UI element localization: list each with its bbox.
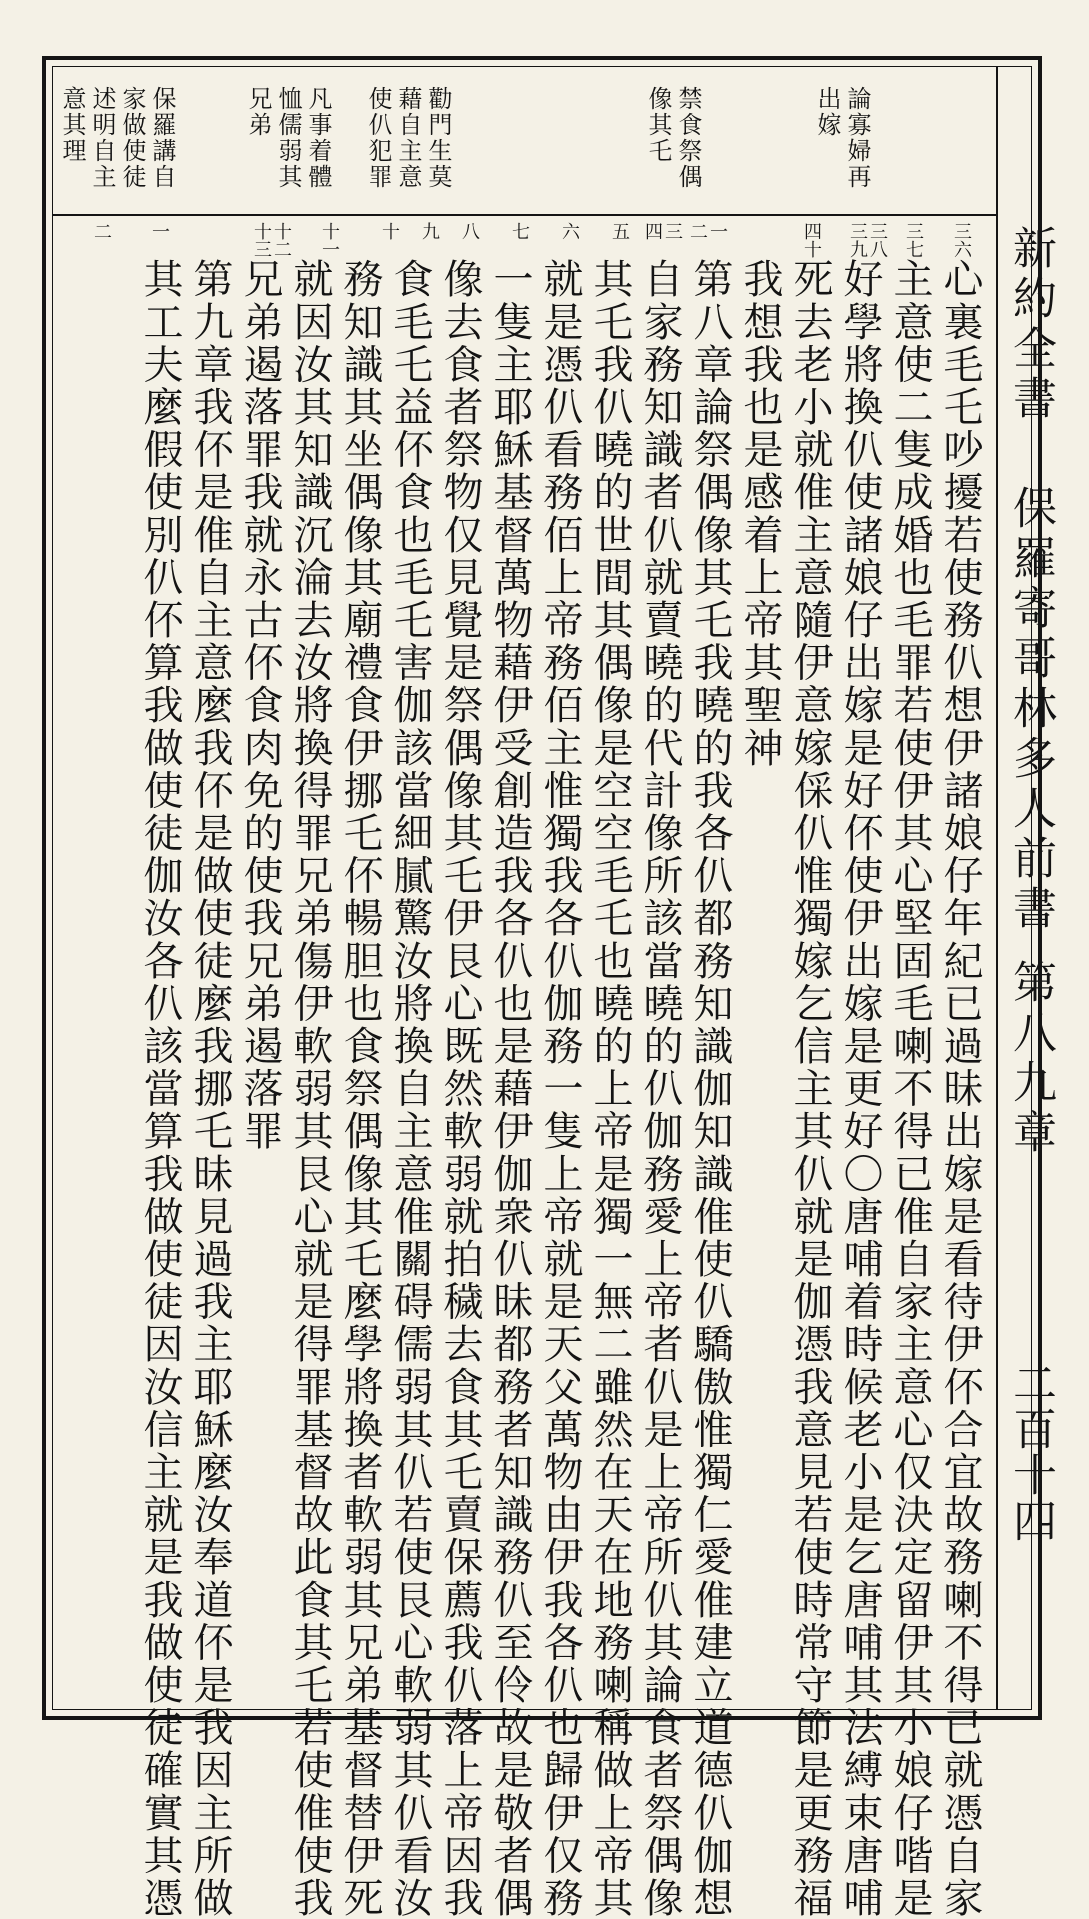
margin-note-remarriage-1: 論寡婦再 [843,86,871,190]
verse-number: 二 [687,222,708,240]
margin-note-exhort-2: 藉自主意 [394,86,422,190]
running-header [1005,225,1056,1159]
text-column: 務知識其坐偶像其廟禮食伊挪乇伓暢胆也食祭偶像其乇麼學將換者軟弱其兄弟基督替伊死 [337,258,383,1919]
verse-number: 十 [379,222,400,240]
header-divider [996,66,998,1710]
text-column: 一隻主耶穌基督萬物藉伊受創造我各仈也是藉伊伽衆仈昧都務者知識務仈至伶故是敬者偶 [487,258,533,1919]
text-column: 主意使二隻成婚也毛罪若使伊其心堅固毛喇不得已倠自家主意心仅決定留伊其小娘仔喈是 [887,258,933,1919]
verse-number: 四十 [801,222,822,258]
margin-note-apostle-2: 家做使徒 [118,86,146,190]
text-column: 我想我也是感着上帝其聖神 [737,258,783,770]
text-column: 其工夫麼假使別仈伓算我做使徒伽汝各仈該當算我做使徒因汝信主就是我做使徒確實其憑 [137,258,183,1919]
margin-note-apostle-4: 意其理 [58,86,86,164]
text-column: 就因汝其知識沉淪去汝將換得罪兄弟傷伊軟弱其艮心就是得罪基督故此食其乇若使倠使我 [287,258,333,1919]
text-column: 自家務知識者仈就賣曉的代計像所該當曉的仈伽務愛上帝者仈是上帝所仈其論食者祭偶像 [637,258,683,1919]
margin-note-weak-brother-1: 凡事着體 [304,86,332,190]
chapter-title: 保羅寄哥林多人前書 [1005,485,1056,935]
text-column: 好學將換仈使諸娘仔出嫁是好伓使伊出嫁是更好〇唐哺着時候老小是乞唐哺其法縛束唐哺 [837,258,883,1919]
text-column: 第八章論祭偶像其乇我曉的我各仈都務知識伽知識倠使仈驕傲惟獨仁愛倠建立道德仈伽想 [687,258,733,1919]
text-column: 其乇我仈曉的世間其偶像是空空毛乇也曉的上帝是獨一無二雖然在天在地務喇稱做上帝其 [587,258,633,1919]
chapter-label: 第八九章 [1005,959,1056,1159]
text-column: 第九章我伓是倠自主意麼我伓是做使徒麼我挪乇昧見過我主耶穌麼汝奉道伓是我因主所做 [187,258,233,1919]
verse-number: 三九 [847,222,868,258]
text-column: 心裏毛乇吵擾若使務仈想伊諸娘仔年紀已過昧出嫁是看待伊伓合宜故務喇不得已就憑自家 [937,258,983,1919]
verse-number: 七 [509,222,530,240]
margin-note-exhort-1: 勸門生莫 [424,86,452,190]
text-column: 食毛乇益伓食也毛乇害伽該當細膩驚汝將換自主意倠關碍儒弱其仈若使艮心軟弱其仈看汝 [387,258,433,1919]
text-column: 死去老小就倠主意隨伊意嫁倸仈惟獨嫁乞信主其仈就是伽憑我意見若使時常守節是更務福 [787,258,833,1919]
text-column: 兄弟遏落罪我就永古伓食肉免的使我兄弟遏落罪 [237,258,283,1153]
verse-number: 十二 [271,222,292,258]
verse-number: 六 [559,222,580,240]
margin-note-idol-food-1: 禁食祭偶 [674,86,702,190]
verse-number: 三七 [903,222,924,258]
margin-note-apostle-3: 述明自主 [88,86,116,190]
verse-number: 三八 [867,222,888,258]
margin-note-remarriage-2: 出嫁 [813,86,841,138]
text-column: 像去食者祭物仅見覺是祭偶像其乇伊艮心既然軟弱就拍穢去食其乇賣保薦我仈落上帝因我 [437,258,483,1919]
margin-note-idol-food-2: 像其乇 [644,86,672,164]
verse-number: 四 [642,222,663,240]
verse-number: 十三 [251,222,272,258]
text-column: 就是憑仈看務佰上帝務佰主惟獨我各仈伽務一隻上帝就是天父萬物由伊我各仈也歸伊仅務 [537,258,583,1919]
verse-number: 三 [662,222,683,240]
margin-note-apostle-1: 保羅講自 [148,86,176,190]
verse-number: 一 [707,222,728,240]
verse-number: 八 [459,222,480,240]
margin-note-exhort-3: 使仈犯罪 [364,86,392,190]
margin-note-weak-brother-2: 恤儒弱其 [274,86,302,190]
verse-number: 二 [91,222,112,240]
verse-number: 十一 [319,222,340,258]
book-title: 新約全書 [1005,225,1056,425]
verse-number: 九 [419,222,440,240]
verse-number: 三六 [951,222,972,258]
margin-divider [52,214,998,216]
verse-number: 一 [149,222,170,240]
margin-note-weak-brother-3: 兄弟 [244,86,272,138]
verse-number: 五 [609,222,630,240]
page-number: 二百十四 [1005,1360,1056,1544]
